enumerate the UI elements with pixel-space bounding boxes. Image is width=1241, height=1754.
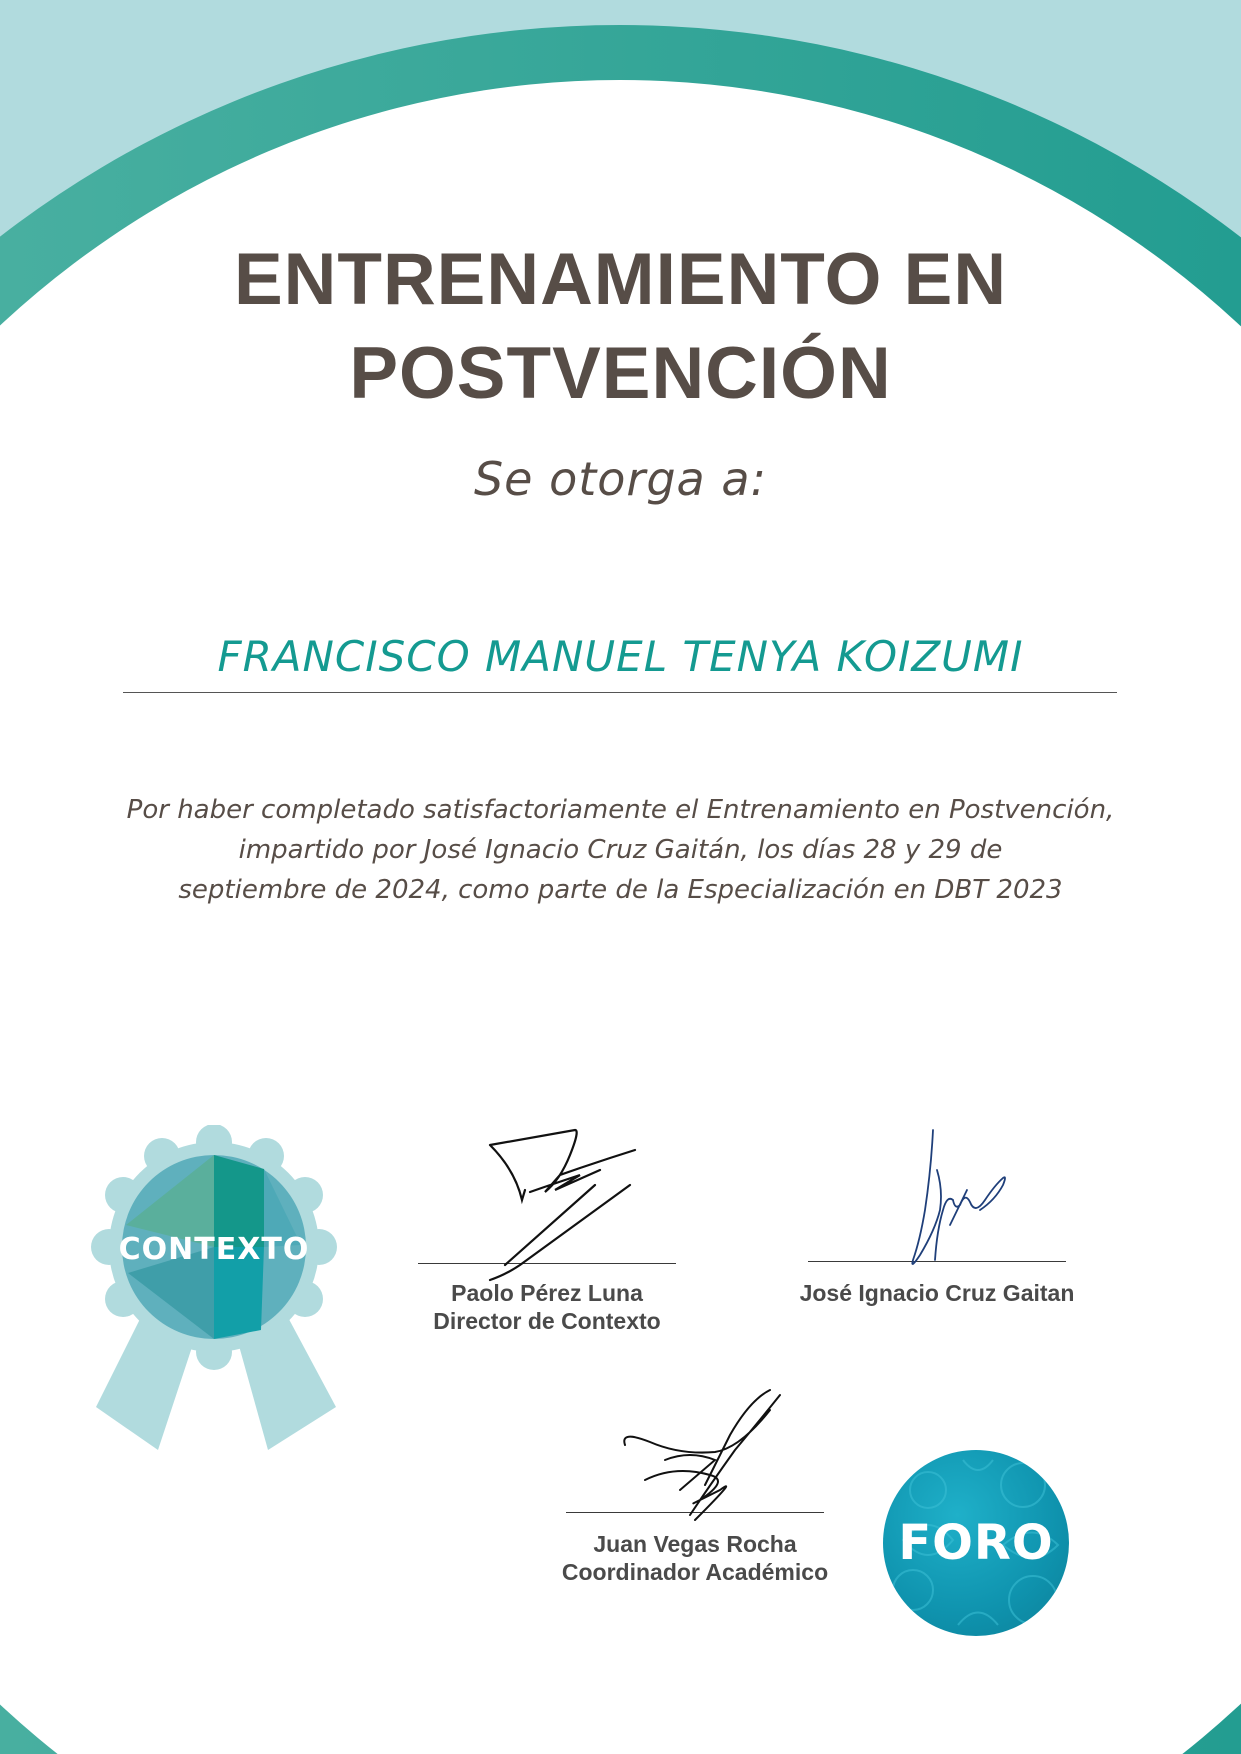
awarded-to-label: Se otorga a: (473, 452, 768, 506)
recipient-underline (123, 692, 1117, 693)
signature-scribble-vegas (620, 1390, 790, 1545)
signature-scribble-cruz (895, 1130, 1015, 1280)
foro-logo (883, 1450, 1069, 1636)
signer-role-perez: Director de Contexto (433, 1308, 661, 1334)
signer-name-vegas: Juan Vegas Rocha (593, 1531, 797, 1557)
title-line-2: POSTVENCIÓN (349, 333, 892, 414)
description-line-1: Por haber completado satisfactoriamente el Entrenamiento en Postvención, (126, 795, 1115, 825)
signer-name-perez: Paolo Pérez Luna (451, 1280, 643, 1306)
signer-role-vegas: Coordinador Académico (561, 1559, 829, 1585)
title-line-1: ENTRENAMIENTO EN (233, 239, 1008, 320)
certificate-title (0, 233, 1241, 421)
recipient-name: FRANCISCO MANUEL TENYA KOIZUMI (217, 632, 1024, 681)
signature-scribble-perez (460, 1130, 650, 1280)
certificate-description (0, 790, 1241, 910)
description-line-3: septiembre de 2024, como parte de la Especialización en DBT 2023 (178, 875, 1063, 905)
contexto-logo-text: CONTEXTO (118, 1232, 310, 1267)
description-line-2: impartido por José Ignacio Cruz Gaitán, los días 28 y 29 de (238, 835, 1003, 865)
contexto-badge-logo (86, 1125, 342, 1455)
signer-name-cruz: José Ignacio Cruz Gaitan (799, 1280, 1075, 1306)
foro-logo-text: FORO (898, 1515, 1054, 1571)
